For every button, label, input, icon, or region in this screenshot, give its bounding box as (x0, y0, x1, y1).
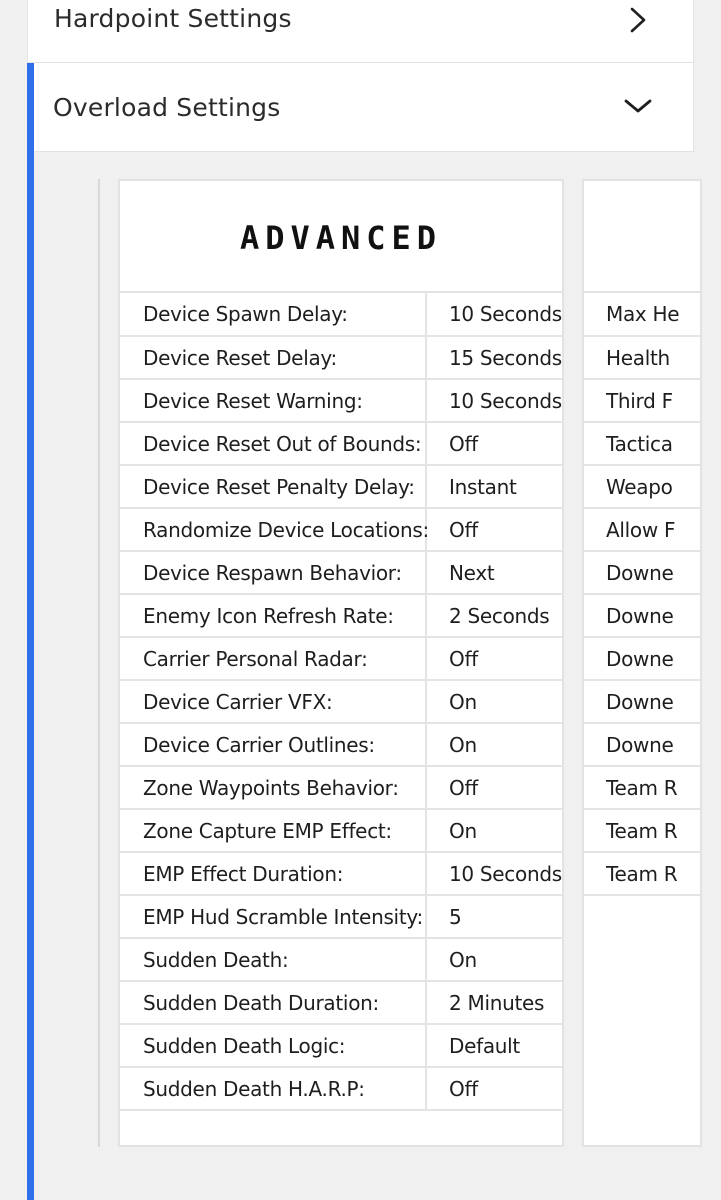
setting-value: Next (426, 551, 562, 594)
table-row (584, 723, 700, 766)
setting-label: EMP Effect Duration: (120, 852, 426, 895)
setting-label: Downe (584, 637, 700, 680)
table-row (584, 809, 700, 852)
setting-label: Downe (584, 551, 700, 594)
table-row (120, 422, 562, 465)
table-row (120, 336, 562, 379)
setting-label: Downe (584, 680, 700, 723)
setting-label: Randomize Device Locations: (120, 508, 426, 551)
setting-value: On (426, 938, 562, 981)
accordion-hardpoint-settings[interactable] (27, 0, 694, 63)
table-row (120, 637, 562, 680)
setting-value: 15 Seconds (426, 336, 562, 379)
setting-label: Team R (584, 766, 700, 809)
table-row (584, 680, 700, 723)
table-row (120, 981, 562, 1024)
setting-label: Device Respawn Behavior: (120, 551, 426, 594)
table-row (584, 293, 700, 336)
table-row (120, 508, 562, 551)
setting-label: Team R (584, 852, 700, 895)
setting-label: Zone Waypoints Behavior: (120, 766, 426, 809)
advanced-heading: ADVANCED (239, 219, 443, 257)
active-section-accent-bar (27, 63, 34, 1200)
table-row (120, 809, 562, 852)
setting-label: Sudden Death Duration: (120, 981, 426, 1024)
setting-value: Off (426, 508, 562, 551)
setting-label: Sudden Death Logic: (120, 1024, 426, 1067)
setting-label: Allow F (584, 508, 700, 551)
setting-label: Max He (584, 293, 700, 336)
setting-value: Off (426, 1067, 562, 1110)
setting-value: On (426, 680, 562, 723)
setting-label: Health (584, 336, 700, 379)
setting-label: Enemy Icon Refresh Rate: (120, 594, 426, 637)
accordion-title-overload: Overload Settings (53, 93, 281, 122)
settings-cards-scroller[interactable] (98, 179, 680, 1147)
setting-label: Tactica (584, 422, 700, 465)
table-row (120, 1024, 562, 1067)
setting-label: Sudden Death: (120, 938, 426, 981)
next-card-header (584, 181, 700, 293)
setting-label: Device Carrier Outlines: (120, 723, 426, 766)
advanced-card-header (120, 181, 562, 293)
table-row (120, 1067, 562, 1110)
setting-label: EMP Hud Scramble Intensity: (120, 895, 426, 938)
table-row (120, 852, 562, 895)
setting-label: Device Carrier VFX: (120, 680, 426, 723)
advanced-settings-table (120, 293, 562, 1111)
setting-label: Carrier Personal Radar: (120, 637, 426, 680)
setting-label: Device Spawn Delay: (120, 293, 426, 336)
table-row (120, 551, 562, 594)
setting-value: Off (426, 637, 562, 680)
next-settings-table (584, 293, 700, 896)
setting-value: Off (426, 766, 562, 809)
table-row (120, 766, 562, 809)
setting-label: Third F (584, 379, 700, 422)
table-row (120, 594, 562, 637)
table-row (120, 723, 562, 766)
setting-value: 10 Seconds (426, 379, 562, 422)
table-row (120, 680, 562, 723)
setting-value: 10 Seconds (426, 852, 562, 895)
setting-value: Default (426, 1024, 562, 1067)
setting-value: 2 Seconds (426, 594, 562, 637)
setting-value: 10 Seconds (426, 293, 562, 336)
setting-label: Device Reset Out of Bounds: (120, 422, 426, 465)
table-row (584, 508, 700, 551)
setting-value: On (426, 723, 562, 766)
setting-label: Zone Capture EMP Effect: (120, 809, 426, 852)
table-row (584, 637, 700, 680)
table-row (120, 293, 562, 336)
setting-value: 2 Minutes (426, 981, 562, 1024)
setting-label: Downe (584, 723, 700, 766)
table-row (120, 938, 562, 981)
setting-value: 5 (426, 895, 562, 938)
chevron-right-icon (629, 6, 647, 34)
table-row (584, 594, 700, 637)
table-row (584, 766, 700, 809)
setting-label: Device Reset Delay: (120, 336, 426, 379)
next-settings-card (582, 179, 702, 1147)
table-row (120, 465, 562, 508)
table-row (584, 465, 700, 508)
table-row (584, 852, 700, 895)
table-row (120, 379, 562, 422)
setting-label: Device Reset Penalty Delay: (120, 465, 426, 508)
table-row (584, 336, 700, 379)
accordion-overload-settings[interactable] (27, 63, 694, 152)
table-row (584, 422, 700, 465)
table-row (120, 895, 562, 938)
table-row (584, 551, 700, 594)
setting-label: Downe (584, 594, 700, 637)
setting-value: On (426, 809, 562, 852)
setting-value: Instant (426, 465, 562, 508)
table-row (584, 379, 700, 422)
setting-label: Device Reset Warning: (120, 379, 426, 422)
setting-label: Team R (584, 809, 700, 852)
setting-label: Weapo (584, 465, 700, 508)
chevron-down-icon (623, 97, 653, 115)
accordion-title-hardpoint: Hardpoint Settings (54, 4, 292, 33)
setting-value: Off (426, 422, 562, 465)
setting-label: Sudden Death H.A.R.P: (120, 1067, 426, 1110)
advanced-settings-card (118, 179, 564, 1147)
